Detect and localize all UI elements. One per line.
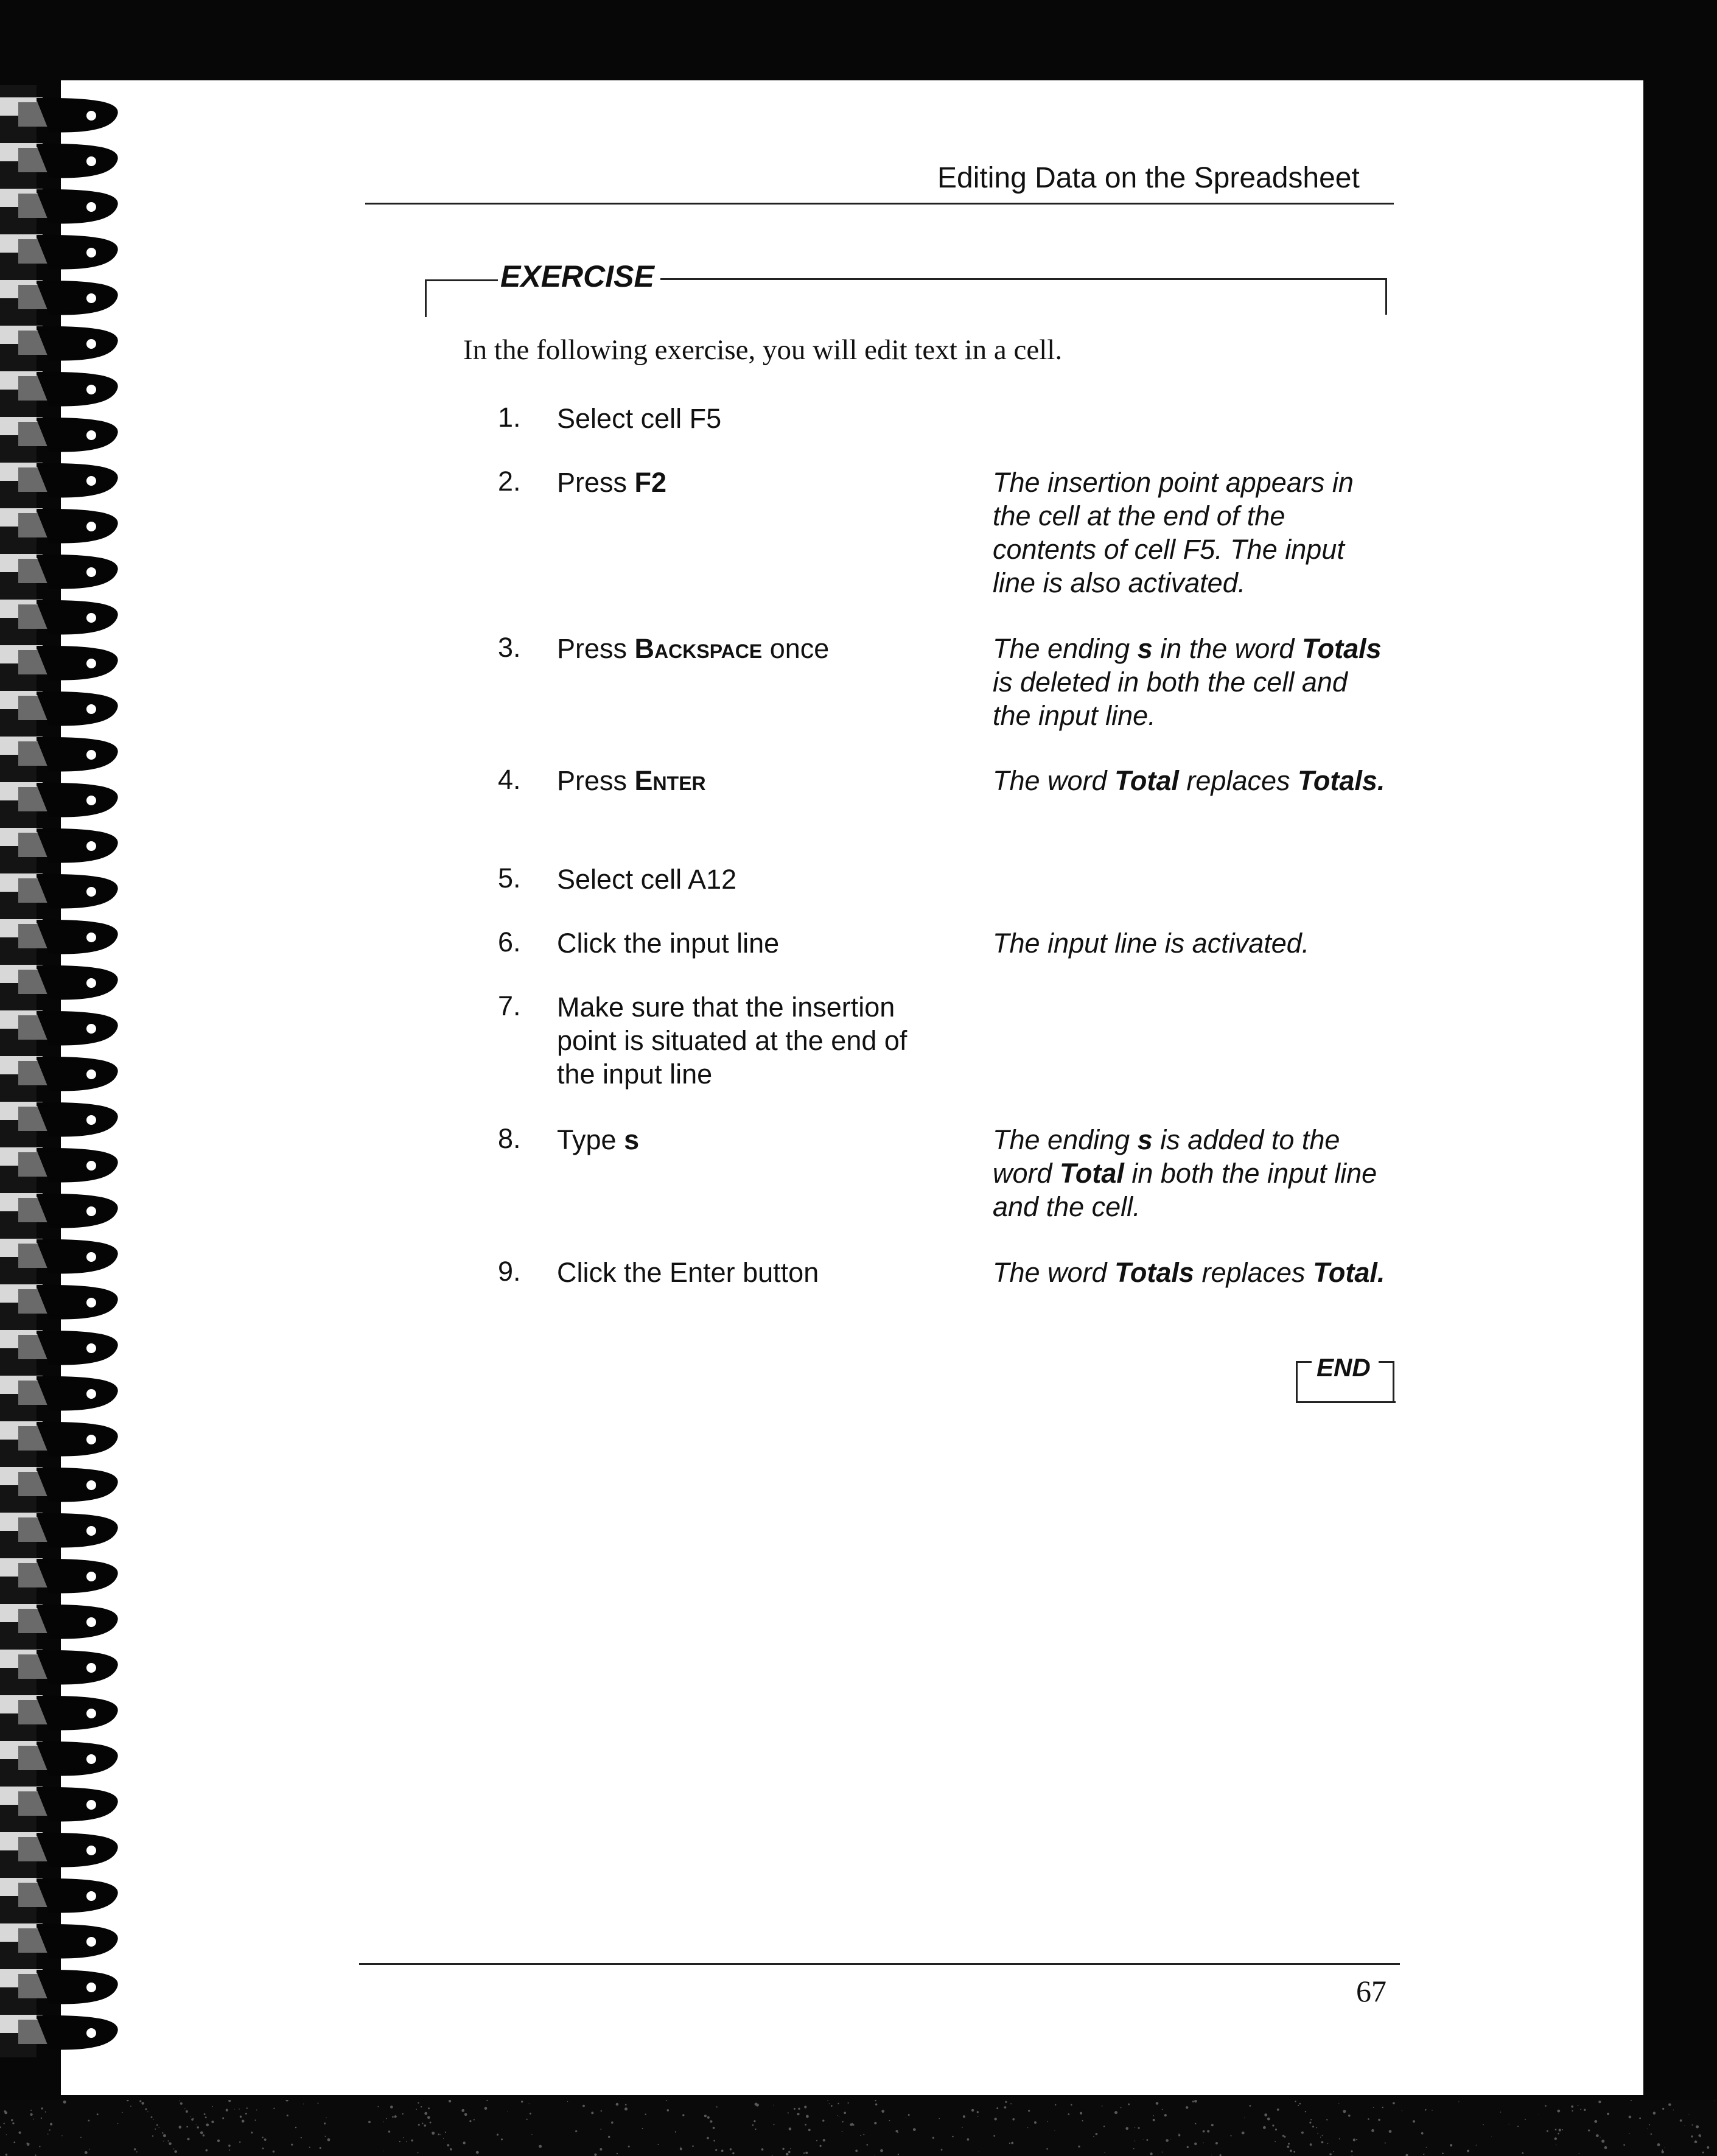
- text-run: Press: [557, 765, 635, 796]
- text-run: Select cell A12: [557, 864, 737, 895]
- step-number: 7.: [498, 990, 521, 1021]
- step-result: [993, 632, 1388, 732]
- step-result: [993, 466, 1388, 600]
- step-number: 5.: [498, 863, 521, 894]
- footer-rule: [359, 1963, 1400, 1965]
- step-number: 3.: [498, 632, 521, 663]
- text-run: Press: [557, 467, 635, 498]
- text-run: Press: [557, 633, 635, 664]
- spiral-binding: [0, 85, 128, 2057]
- scan-bottom-edge: [0, 2100, 1717, 2156]
- text-run: The ending: [993, 1124, 1138, 1155]
- step-action: [557, 926, 946, 960]
- text-run: Totals: [1114, 1257, 1194, 1288]
- step-number: 1.: [498, 402, 521, 433]
- end-marker-top-right: [1379, 1361, 1394, 1363]
- step-result: [993, 764, 1388, 797]
- step-action: [557, 1123, 946, 1157]
- text-run: Total: [1114, 765, 1179, 796]
- step-result: [993, 1256, 1388, 1289]
- text-run: is added to the word: [993, 1124, 1340, 1189]
- text-run: Enter: [634, 765, 706, 796]
- step-number: 6.: [498, 926, 521, 957]
- exercise-frame-left: [425, 279, 427, 317]
- step-number: 9.: [498, 1256, 521, 1287]
- text-run: once: [762, 633, 830, 664]
- step-number: 8.: [498, 1123, 521, 1154]
- text-run: replaces: [1178, 765, 1298, 796]
- step-action: [557, 863, 946, 896]
- step-result: [993, 1123, 1388, 1223]
- end-marker-top-left: [1296, 1361, 1312, 1363]
- text-run: Total.: [1313, 1257, 1385, 1288]
- text-run: replaces: [1194, 1257, 1313, 1288]
- text-run: in the word: [1152, 633, 1302, 664]
- exercise-intro: In the following exercise, you will edit text in a cell.: [463, 334, 1063, 366]
- step-result: [993, 926, 1388, 960]
- step-action: [557, 990, 946, 1091]
- text-run: in both the input line and the cell.: [993, 1158, 1377, 1222]
- text-run: Backspace: [634, 633, 763, 664]
- text-run: s: [624, 1124, 640, 1155]
- text-run: s: [1137, 1124, 1153, 1155]
- text-run: Totals: [1301, 633, 1382, 664]
- text-run: Type: [557, 1124, 624, 1155]
- text-run: Totals.: [1298, 765, 1385, 796]
- exercise-title: EXERCISE: [500, 259, 654, 293]
- step-action: [557, 632, 946, 665]
- text-run: Total: [1060, 1158, 1124, 1189]
- end-marker-label: END: [1317, 1353, 1371, 1382]
- text-run: F2: [634, 467, 667, 498]
- exercise-frame-top-right: [660, 278, 1387, 280]
- text-run: s: [1137, 633, 1153, 664]
- text-run: The word: [993, 1257, 1115, 1288]
- text-run: The ending: [993, 633, 1138, 664]
- text-run: The input line is activated.: [993, 928, 1310, 959]
- end-marker-right: [1393, 1361, 1394, 1401]
- step-action: [557, 764, 946, 797]
- header-rule: [365, 203, 1394, 205]
- exercise-frame-right: [1385, 278, 1387, 315]
- step-action: [557, 1256, 946, 1289]
- exercise-frame-top-left: [425, 279, 498, 281]
- text-run: The insertion point appears in the cell at the end of the contents of cell F5. The input line is also activated.: [993, 467, 1354, 598]
- text-run: is deleted in both the cell and the input line.: [993, 667, 1348, 731]
- text-run: Select cell F5: [557, 403, 722, 434]
- step-action: [557, 466, 946, 499]
- step-number: 4.: [498, 764, 521, 795]
- page-number: 67: [1356, 1974, 1387, 2008]
- text-run: Click the Enter button: [557, 1257, 819, 1288]
- step-number: 2.: [498, 466, 521, 497]
- text-run: The word: [993, 765, 1115, 796]
- step-action: [557, 402, 946, 435]
- text-run: Click the input line: [557, 928, 780, 959]
- running-header: Editing Data on the Spreadsheet: [937, 162, 1360, 194]
- text-run: Make sure that the insertion point is situated at the end of the input line: [557, 992, 907, 1090]
